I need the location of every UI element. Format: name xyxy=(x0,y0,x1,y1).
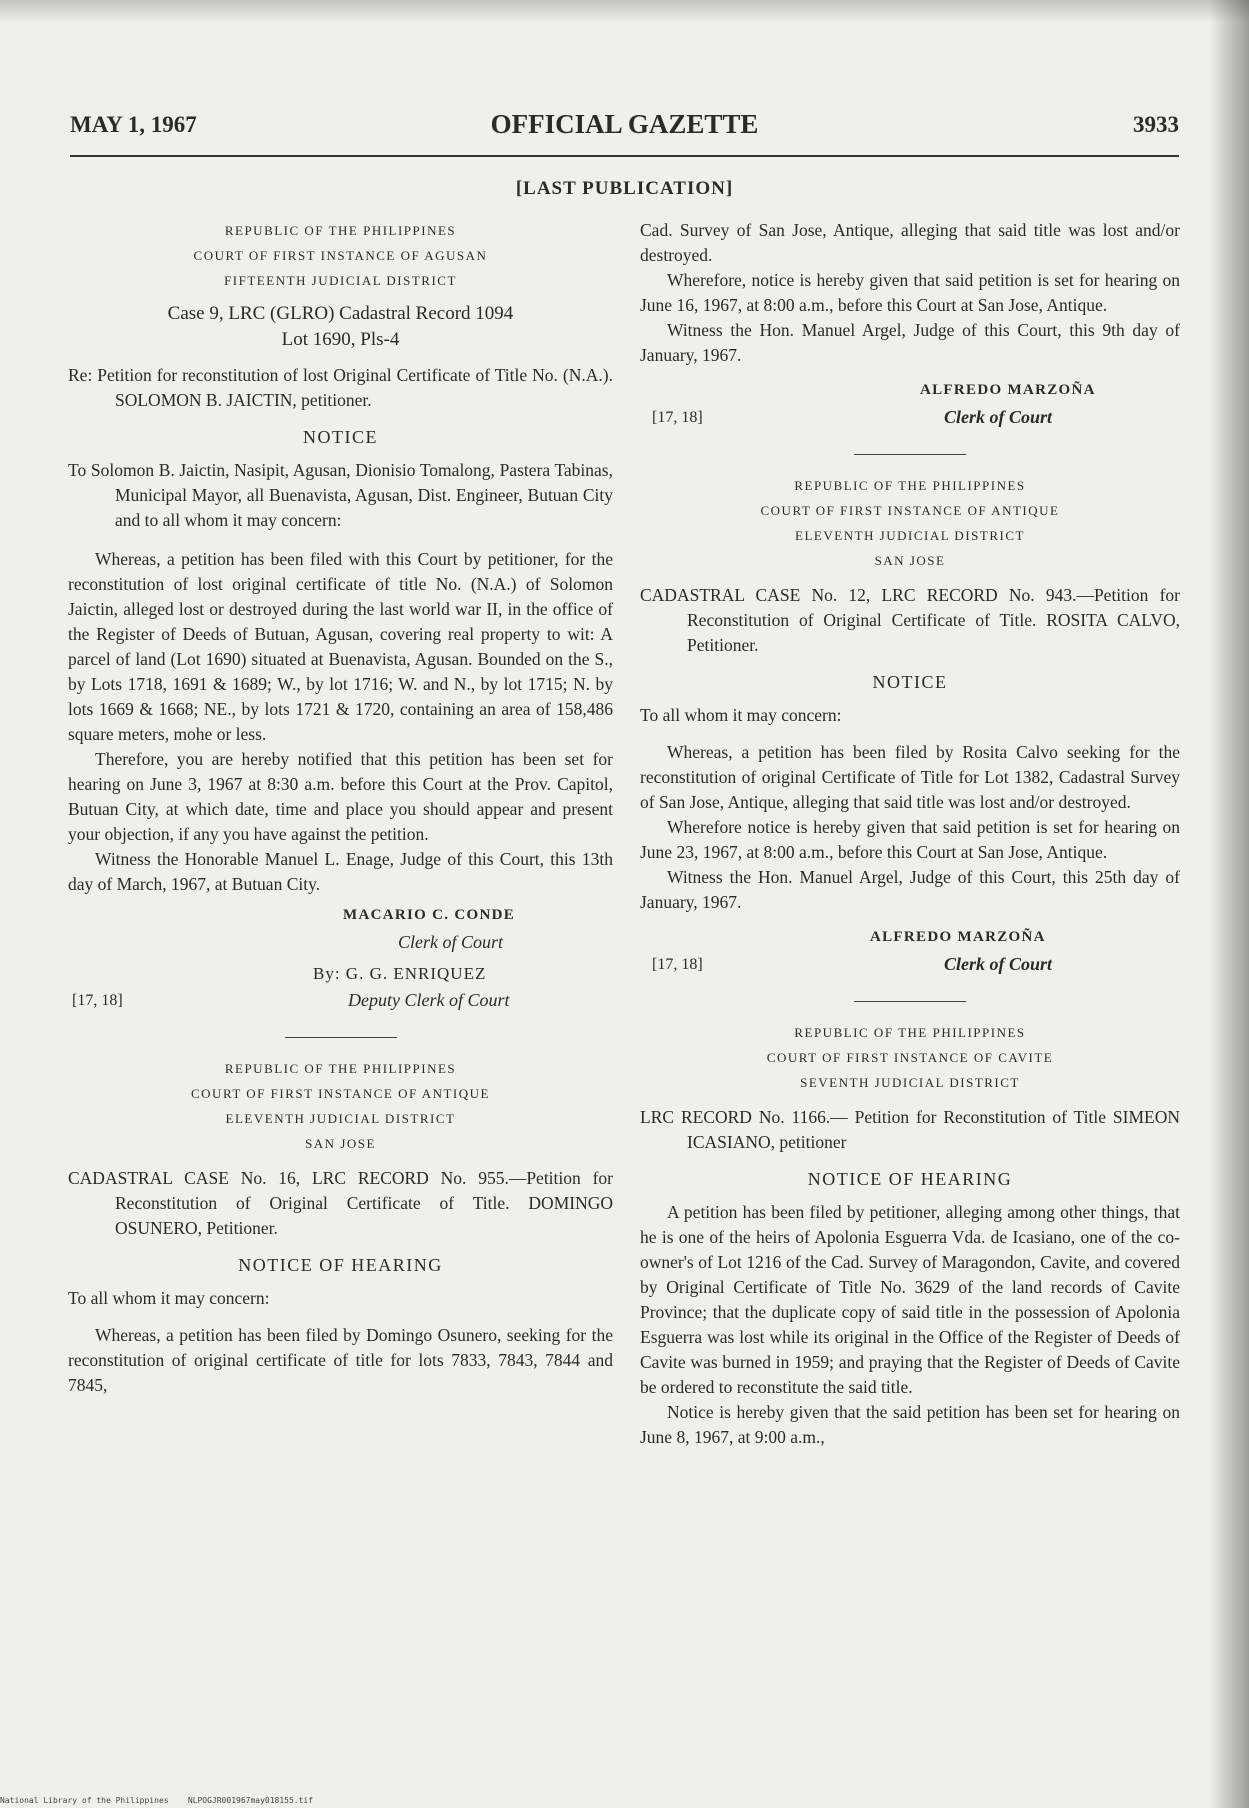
notice1-case-caption xyxy=(68,301,613,353)
notice2-addressees: To all whom it may concern: xyxy=(68,1288,270,1308)
signer-name: ALFREDO MARZOÑA xyxy=(870,929,1046,945)
header-rule xyxy=(70,155,1179,157)
court-line: COURT OF FIRST INSTANCE OF CAVITE xyxy=(766,1050,1054,1065)
signature-block xyxy=(640,925,1180,952)
notice3-paragraph: Witness the Hon. Manuel Argel, Judge of this Court, this 25th day of January, 1967. xyxy=(640,867,1180,912)
notice3-case: CADASTRAL CASE No. 12, LRC RECORD No. 943.—Petition for Reconstitution of Original Certificate of Title. ROSITA CALVO, Petitioner. xyxy=(640,585,1180,655)
issue-reference: [17, 18] xyxy=(652,956,703,973)
section-divider xyxy=(854,1001,966,1002)
section-divider xyxy=(854,454,966,455)
notice4-paragraph: Notice is hereby given that the said petition has been set for hearing on June 8, 1967, at 9:00 a.m., xyxy=(640,1402,1180,1447)
signer-title: Clerk of Court xyxy=(398,932,504,952)
signer-title: Clerk of Court xyxy=(944,407,1053,427)
case-line: Case 9, LRC (GLRO) Cadastral Record 1094 xyxy=(167,303,514,324)
notice3-paragraph: Whereas, a petition has been filed by Rosita Calvo seeking for the reconstitution of original Certificate of Title for Lot 1382, Cadastral Survey of San Jose, Antique, alleging that said title was lost and/or destroyed. xyxy=(640,742,1180,812)
notice4-title: NOTICE OF HEARING xyxy=(807,1169,1013,1189)
court-line: REPUBLIC OF THE PHILIPPINES xyxy=(224,223,457,238)
scan-shadow-top xyxy=(0,0,1249,22)
notice1-addressees: To Solomon B. Jaictin, Nasipit, Agusan, Dionisio Tomalong, Pastera Tabinas, Municipal Mayor, all Buenavista, Agusan, Dist. Engineer, Butuan City and to all whom it may concern: xyxy=(68,460,613,530)
issue-reference: [17, 18] xyxy=(652,409,703,426)
header-page-number: 3933 xyxy=(1133,112,1179,137)
signature-block xyxy=(68,903,613,930)
signer-name: MACARIO C. CONDE xyxy=(343,907,516,923)
header-date: MAY 1, 1967 xyxy=(70,112,197,137)
court-line: ELEVENTH JUDICIAL DISTRICT xyxy=(795,528,1025,543)
page-header xyxy=(70,109,1179,152)
notice3-paragraph: Wherefore notice is hereby given that said petition is set for hearing on June 23, 1967, at 8:00 a.m., before this Court at San Jose, Antique. xyxy=(640,817,1180,862)
notice1-title: NOTICE xyxy=(303,427,378,447)
court-line: ELEVENTH JUDICIAL DISTRICT xyxy=(225,1111,456,1126)
court-line: FIFTEENTH JUDICIAL DISTRICT xyxy=(224,273,457,288)
court-line: COURT OF FIRST INSTANCE OF ANTIQUE xyxy=(760,503,1060,518)
publication-tag: [LAST PUBLICATION] xyxy=(515,178,734,199)
left-column xyxy=(68,218,613,1398)
signature-block xyxy=(640,952,1180,979)
issue-reference: [17, 18] xyxy=(72,992,123,1009)
deputy-title: Deputy Clerk of Court xyxy=(348,990,510,1010)
signature-block xyxy=(68,930,613,957)
court-line: COURT OF FIRST INSTANCE OF ANTIQUE xyxy=(191,1086,490,1101)
signature-block xyxy=(68,961,613,988)
notice3-addressees: To all whom it may concern: xyxy=(640,705,842,725)
notice2-paragraph: Witness the Hon. Manuel Argel, Judge of this Court, this 9th day of January, 1967. xyxy=(640,320,1180,365)
scan-footer: National Library of the Philippines NLPOGJR001967may018155.tif xyxy=(0,1796,314,1805)
right-column xyxy=(640,218,1180,1450)
court-line: SEVENTH JUDICIAL DISTRICT xyxy=(800,1075,1020,1090)
notice4-case: LRC RECORD No. 1166.— Petition for Reconstitution of Title SIMEON ICASIANO, petitioner xyxy=(640,1107,1180,1152)
notice1-paragraph: Therefore, you are hereby notified that this petition has been set for hearing on June 3, 1967 at 8:30 a.m. before this Court at the Prov. Capitol, Butuan City, at which date, time and place you should appear and present your objection, if any you have against the petition. xyxy=(68,749,613,844)
signer-title: Clerk of Court xyxy=(944,954,1053,974)
header-title: OFFICIAL GAZETTE xyxy=(490,109,759,139)
notice2-court-head xyxy=(68,1056,613,1156)
court-line: SAN JOSE xyxy=(305,1136,376,1151)
notice2-paragraph-cont: Cad. Survey of San Jose, Antique, alleging that said title was lost and/or destroyed. xyxy=(640,220,1180,265)
section-divider xyxy=(285,1037,397,1038)
deputy-signer: By: G. G. ENRIQUEZ xyxy=(313,964,487,983)
court-line: REPUBLIC OF THE PHILIPPINES xyxy=(794,478,1026,493)
notice1-paragraph: Witness the Honorable Manuel L. Enage, Judge of this Court, this 13th day of March, 1967, at Butuan City. xyxy=(68,849,613,894)
signature-block xyxy=(640,378,1180,405)
court-line: REPUBLIC OF THE PHILIPPINES xyxy=(224,1061,457,1076)
notice1-re: Re: Petition for reconstitution of lost Original Certificate of Title No. (N.A.). SOLOMON B. JAICTIN, petitioner. xyxy=(68,365,613,410)
case-line: Lot 1690, Pls-4 xyxy=(281,329,400,350)
notice4-court-head xyxy=(640,1020,1180,1095)
signature-block xyxy=(640,405,1180,432)
notice4-paragraph: A petition has been filed by petitioner, alleging among other things, that he is one of the heirs of Apolonia Esguerra Vda. de Icasiano, one of the co-owner's of Lot 1216 of the Cad. Survey of Maragondon, Cavite, and covered by Original Certificate of Title No. 3629 of the land records of Cavite Province; that the duplicate copy of said title in the possession of Apolonia Esguerra was lost while its original in the Office of the Register of Deeds of Cavite was burned in 1959; and praying that the Register of Deeds of Cavite be ordered to reconstitute the said title. xyxy=(640,1202,1180,1397)
notice1-paragraph: Whereas, a petition has been filed with this Court by petitioner, for the reconstitution of lost original certificate of title No. (N.A.) of Solomon Jaictin, alleged lost or destroyed during the last world war II, in the office of the Register of Deeds of Butuan, Agusan, covering real property to wit: A parcel of land (Lot 1690) situated at Buenavista, Agusan. Bounded on the S., by Lots 1718, 1691 & 1689; W., by lot 1716; W. and N., by lot 1715; N. by lots 1669 & 1668; NE., by lots 1721 & 1720, containing an area of 158,486 square meters, mohe or less. xyxy=(68,549,613,744)
notice2-title: NOTICE OF HEARING xyxy=(238,1255,443,1275)
notice3-court-head xyxy=(640,473,1180,573)
court-line: COURT OF FIRST INSTANCE OF AGUSAN xyxy=(193,248,488,263)
scan-shadow-right xyxy=(1209,0,1249,1808)
court-line: REPUBLIC OF THE PHILIPPINES xyxy=(794,1025,1026,1040)
court-line: SAN JOSE xyxy=(874,553,946,568)
notice2-case: CADASTRAL CASE No. 16, LRC RECORD No. 955.—Petition for Reconstitution of Original Certificate of Title. DOMINGO OSUNERO, Petitioner. xyxy=(68,1168,613,1238)
notice2-paragraph: Whereas, a petition has been filed by Domingo Osunero, seeking for the reconstitution of original certificate of title for lots 7833, 7843, 7844 and 7845, xyxy=(68,1325,613,1395)
signer-name: ALFREDO MARZOÑA xyxy=(920,382,1096,398)
notice3-title: NOTICE xyxy=(872,672,948,692)
notice2-paragraph: Wherefore, notice is hereby given that said petition is set for hearing on June 16, 1967, at 8:00 a.m., before this Court at San Jose, Antique. xyxy=(640,270,1180,315)
signature-block xyxy=(68,988,613,1015)
notice1-court-head xyxy=(68,218,613,293)
